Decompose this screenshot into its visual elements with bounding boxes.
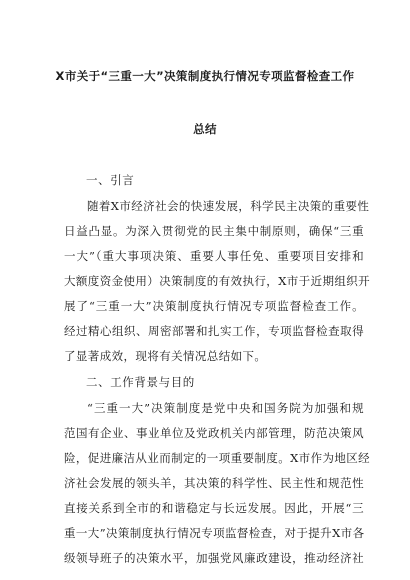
paragraph-line: 经过精心组织、周密部署和扎实工作，专项监督检查取得 bbox=[64, 324, 364, 338]
paragraph-line: 险，促进廉洁从业而制定的一项重要制度。X市作为地区经 bbox=[64, 451, 371, 465]
paragraph-line: 日益凸显。为深入贯彻党的民主集中制原则，确保“三重 bbox=[64, 224, 364, 238]
paragraph-line: 重一大”决策制度执行情况专项监督检查，对于提升X市各 bbox=[64, 526, 365, 540]
paragraph-line: 了显著成效，现将有关情况总结如下。 bbox=[64, 349, 267, 363]
paragraph-line: 济社会发展的领头羊，其决策的科学性、民主性和规范性 bbox=[64, 476, 364, 490]
section-heading-introduction: 一、引言 bbox=[86, 173, 135, 187]
paragraph-line: “三重一大”决策制度是党中央和国务院为加强和规 bbox=[87, 401, 364, 415]
paragraph-line: 随着X市经济社会的快速发展，科学民主决策的重要性 bbox=[87, 199, 370, 213]
paragraph-line: 大额度资金使用）决策制度的有效执行，X市于近期组织开 bbox=[64, 274, 371, 288]
paragraph-line: 直接关系到全市的和谐稳定与长远发展。因此，开展“三 bbox=[64, 501, 364, 515]
section-heading-background: 二、工作背景与目的 bbox=[86, 375, 195, 389]
paragraph-line: 展了“三重一大”决策制度执行情况专项监督检查工作。 bbox=[64, 299, 364, 313]
paragraph-line: 范国有企业、事业单位及党政机关内部管理，防范决策风 bbox=[64, 426, 364, 440]
document-title-continuation: 总结 bbox=[193, 122, 217, 136]
document-title: X市关于“三重一大”决策制度执行情况专项监督检查工作 bbox=[55, 69, 355, 83]
paragraph-line: 一大”（重大事项决策、重要人事任免、重要项目安排和 bbox=[64, 249, 364, 263]
paragraph-line: 级领导班子的决策水平，加强党风廉政建设，推动经济社 bbox=[64, 551, 364, 565]
